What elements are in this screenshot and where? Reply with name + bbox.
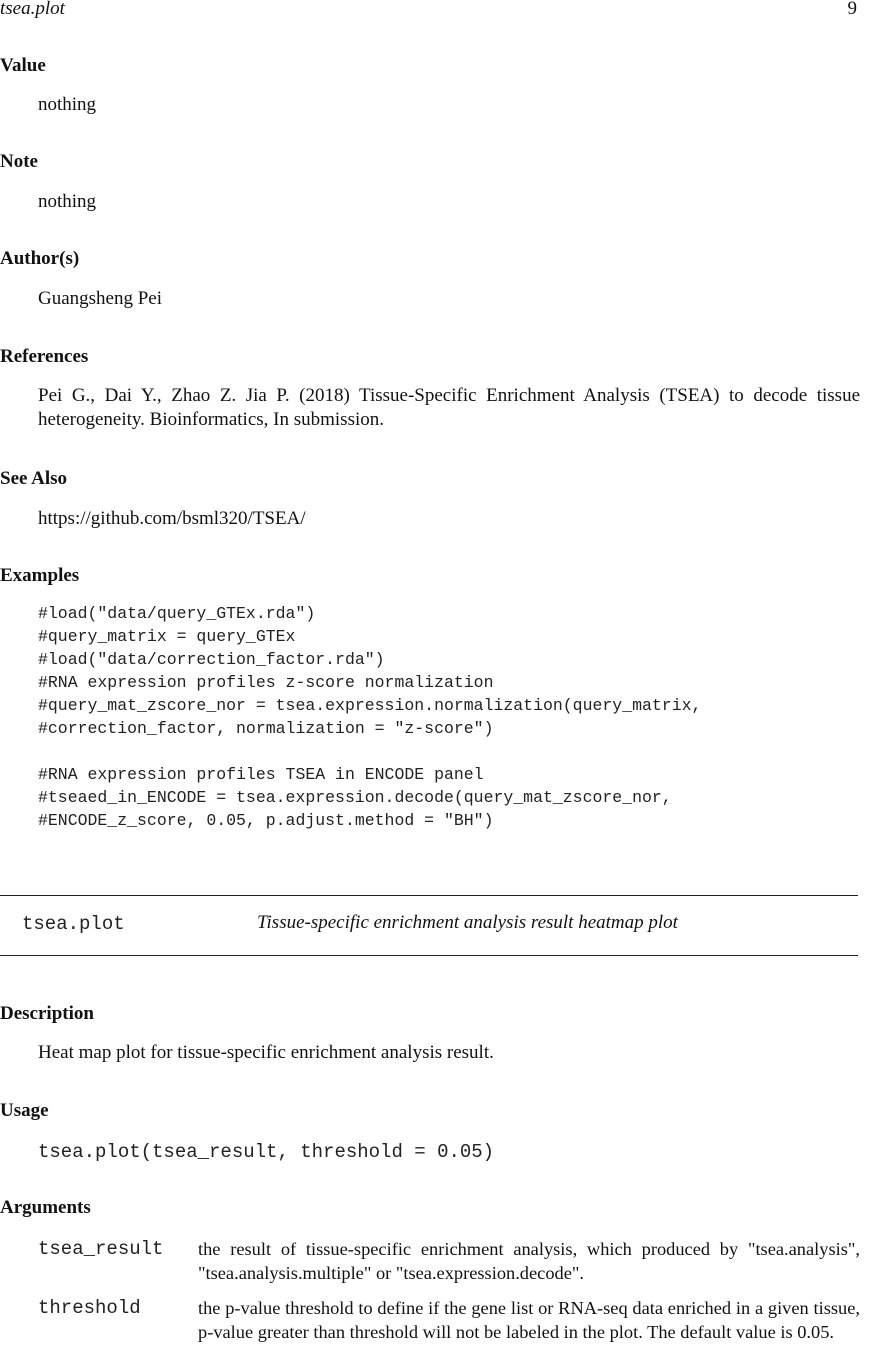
function-title: Tissue-specific enrichment analysis result heatmap plot: [257, 912, 678, 933]
arguments-heading: Arguments: [0, 1197, 91, 1218]
usage-heading: Usage: [0, 1100, 49, 1121]
note-heading: Note: [0, 151, 38, 172]
description-heading: Description: [0, 1003, 94, 1024]
see-also-link[interactable]: https://github.com/bsml320/TSEA/: [38, 508, 306, 529]
value-text: nothing: [38, 94, 97, 115]
see-also-heading: See Also: [0, 468, 68, 489]
examples-code-block: #load("data/query_GTEx.rda") #query_matrix = query_GTEx #load("data/correction_factor.rda") #RNA expression profiles z-score normalization #query_mat_zscore_nor = tsea.expression.normalization(query_matrix, #correction_factor, normalization = "z-score") #RNA expression profiles TSEA in ENCODE panel #tseaed_in_ENCODE = tsea.expression.decode(query_mat_zscore_nor, #ENCODE_z_score, 0.05, p.adjust.method = "BH"): [38, 604, 702, 830]
references-text: Pei G., Dai Y., Zhao Z. Jia P. (2018) Tissue-Specific Enrichment Analysis (TSEA) to decode tissue heterogeneity. Bioinformatics, In submission.: [38, 385, 860, 430]
author-text: Guangsheng Pei: [38, 288, 163, 309]
argument-desc-threshold: the p-value threshold to define if the gene list or RNA-seq data enriched in a given tissue, p-value greater than threshold will not be labeled in the plot. The default value is 0.05.: [198, 1298, 860, 1342]
function-header-bottom-rule: [0, 955, 858, 956]
function-name: tsea.plot: [22, 913, 125, 935]
description-text: Heat map plot for tissue-specific enrichment analysis result.: [38, 1042, 494, 1063]
page-number: 9: [847, 0, 857, 19]
author-heading: Author(s): [0, 248, 80, 269]
value-heading: Value: [0, 55, 46, 76]
note-text: nothing: [38, 191, 97, 212]
argument-name-tsea-result: tsea_result: [38, 1238, 164, 1260]
argument-name-threshold: threshold: [38, 1297, 141, 1319]
usage-code: tsea.plot(tsea_result, threshold = 0.05): [38, 1141, 495, 1163]
references-heading: References: [0, 346, 89, 367]
running-header-title: tsea.plot: [0, 0, 65, 19]
function-header-top-rule: [0, 895, 858, 896]
argument-desc-tsea-result: the result of tissue-specific enrichment analysis, which produced by "tsea.analysis", "tsea.analysis.multiple" or "tsea.expression.decode".: [198, 1239, 860, 1283]
examples-heading: Examples: [0, 565, 80, 586]
